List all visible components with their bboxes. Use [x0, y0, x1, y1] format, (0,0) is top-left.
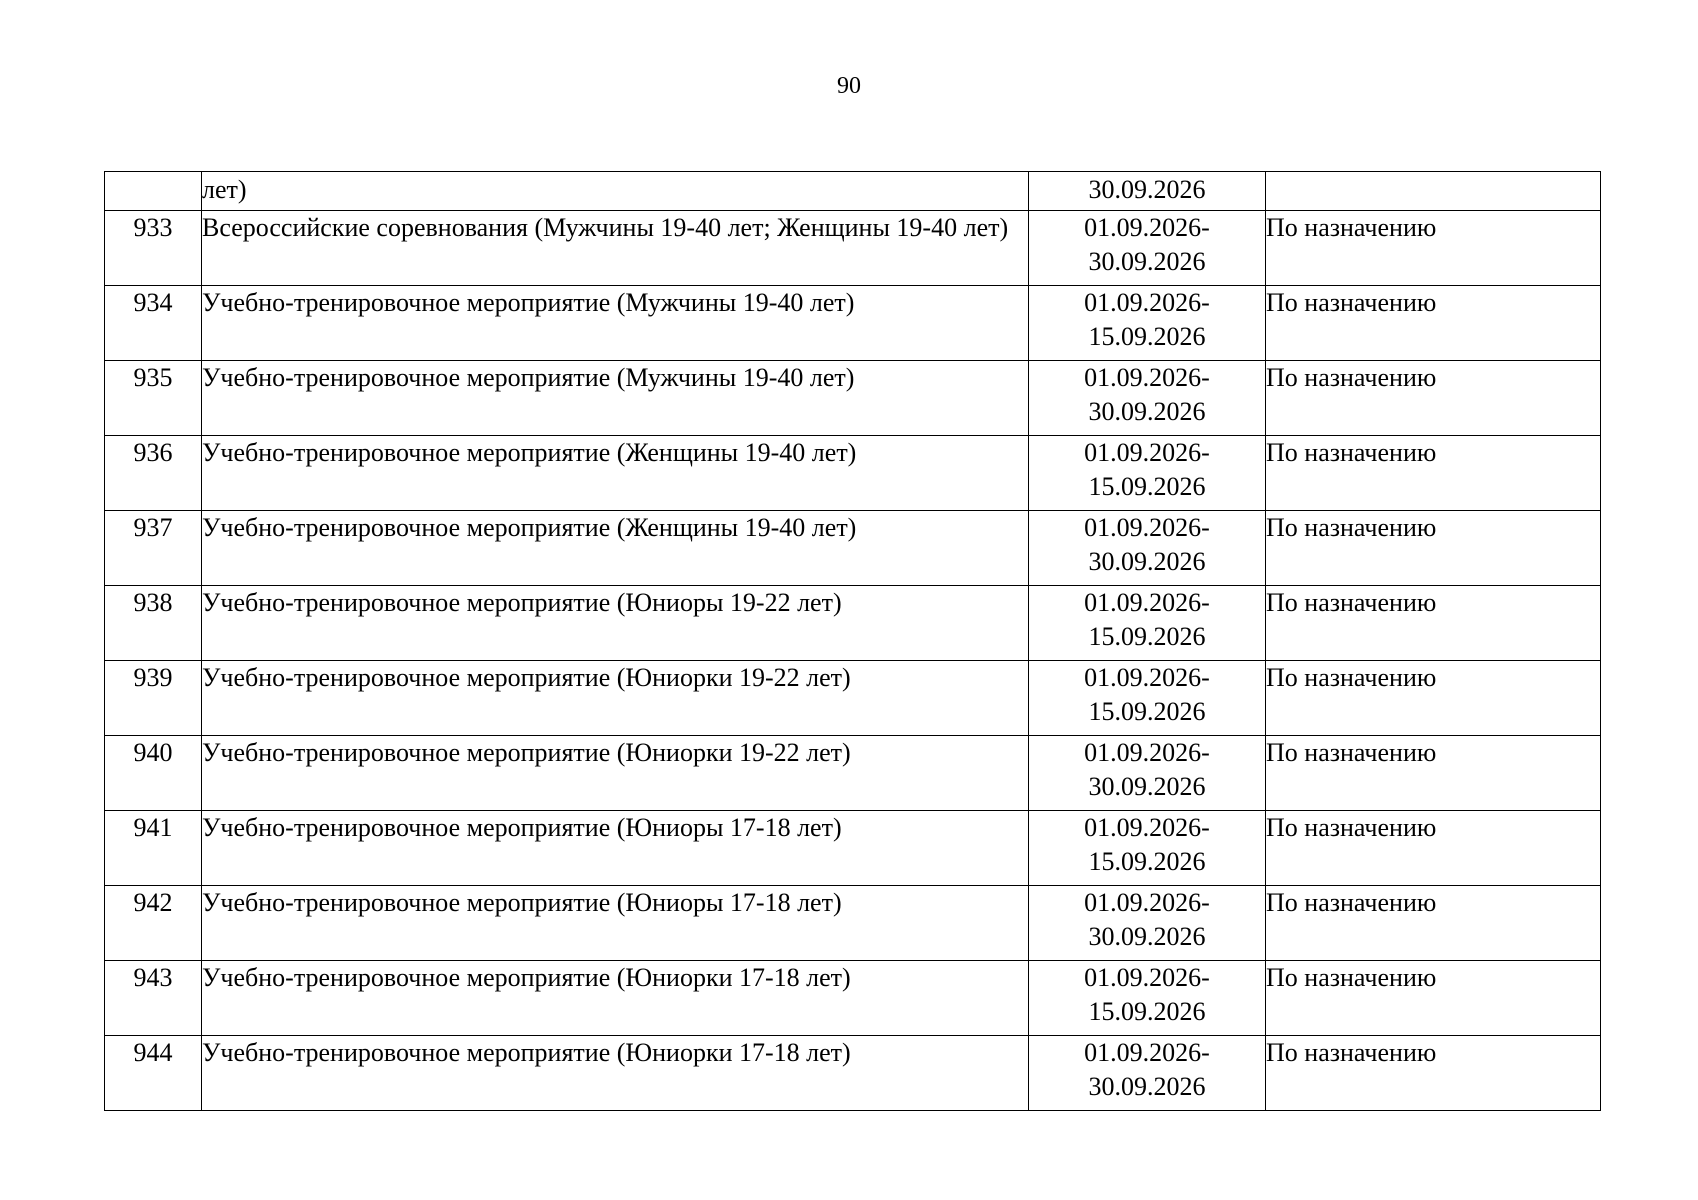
- row-number: 943: [105, 961, 202, 1036]
- table-row: [105, 586, 1601, 661]
- event-date-end: 15.09.2026: [1088, 847, 1206, 876]
- row-number: 940: [105, 736, 202, 811]
- event-date-end: 15.09.2026: [1088, 622, 1206, 651]
- event-date: [1029, 961, 1266, 1036]
- event-date-end: 30.09.2026: [1088, 397, 1206, 426]
- event-date-start: 01.09.2026-: [1084, 588, 1210, 617]
- event-date-end: 15.09.2026: [1088, 697, 1206, 726]
- table-row: [105, 361, 1601, 436]
- table-row: [105, 211, 1601, 286]
- table-row: [105, 1036, 1601, 1111]
- event-date: [1029, 586, 1266, 661]
- table-row: [105, 736, 1601, 811]
- event-date-start: 01.09.2026-: [1084, 663, 1210, 692]
- event-date-end: 30.09.2026: [1088, 1072, 1206, 1101]
- event-date-end: 30.09.2026: [1088, 247, 1206, 276]
- event-date: 30.09.2026: [1029, 172, 1266, 211]
- event-date-start: 01.09.2026-: [1084, 1038, 1210, 1067]
- event-date-end: 15.09.2026: [1088, 997, 1206, 1026]
- event-name: лет): [202, 172, 1029, 211]
- event-date-start: 01.09.2026-: [1084, 813, 1210, 842]
- event-place: По назначению: [1266, 436, 1601, 511]
- event-place: По назначению: [1266, 961, 1601, 1036]
- table-row: [105, 886, 1601, 961]
- table-row: [105, 811, 1601, 886]
- events-table-body: [105, 172, 1601, 1111]
- row-number: 939: [105, 661, 202, 736]
- event-date: [1029, 211, 1266, 286]
- event-name: Учебно-тренировочное мероприятие (Юниорки 19-22 лет): [202, 736, 1029, 811]
- table-row: [105, 661, 1601, 736]
- event-date: [1029, 511, 1266, 586]
- event-date-start: 01.09.2026-: [1084, 438, 1210, 467]
- table-row: [105, 511, 1601, 586]
- event-name: Учебно-тренировочное мероприятие (Юниорки 19-22 лет): [202, 661, 1029, 736]
- event-date-end: 30.09.2026: [1088, 772, 1206, 801]
- event-name: Всероссийские соревнования (Мужчины 19-40 лет; Женщины 19-40 лет): [202, 211, 1029, 286]
- event-place: По назначению: [1266, 211, 1601, 286]
- event-date: [1029, 736, 1266, 811]
- event-name: Учебно-тренировочное мероприятие (Юниорки 17-18 лет): [202, 961, 1029, 1036]
- event-place: По назначению: [1266, 661, 1601, 736]
- row-number: 941: [105, 811, 202, 886]
- event-date: [1029, 436, 1266, 511]
- table-row-continuation: [105, 172, 1601, 211]
- event-place: [1266, 172, 1601, 211]
- event-date-start: 01.09.2026-: [1084, 963, 1210, 992]
- event-date: [1029, 1036, 1266, 1111]
- event-name: Учебно-тренировочное мероприятие (Женщины 19-40 лет): [202, 511, 1029, 586]
- row-number: 933: [105, 211, 202, 286]
- event-name: Учебно-тренировочное мероприятие (Мужчины 19-40 лет): [202, 361, 1029, 436]
- row-number: [105, 172, 202, 211]
- events-table: [104, 171, 1601, 1111]
- row-number: 944: [105, 1036, 202, 1111]
- event-date: [1029, 811, 1266, 886]
- event-place: По назначению: [1266, 361, 1601, 436]
- event-name: Учебно-тренировочное мероприятие (Женщины 19-40 лет): [202, 436, 1029, 511]
- event-date: [1029, 886, 1266, 961]
- event-place: По назначению: [1266, 286, 1601, 361]
- page-number: 90: [837, 73, 861, 99]
- table-row: [105, 961, 1601, 1036]
- event-date-start: 01.09.2026-: [1084, 213, 1210, 242]
- table-row: [105, 436, 1601, 511]
- row-number: 938: [105, 586, 202, 661]
- event-place: По назначению: [1266, 811, 1601, 886]
- event-name: Учебно-тренировочное мероприятие (Юниоры 17-18 лет): [202, 811, 1029, 886]
- event-name: Учебно-тренировочное мероприятие (Юниоры 17-18 лет): [202, 886, 1029, 961]
- row-number: 942: [105, 886, 202, 961]
- row-number: 935: [105, 361, 202, 436]
- event-date: [1029, 361, 1266, 436]
- event-place: По назначению: [1266, 736, 1601, 811]
- event-place: По назначению: [1266, 511, 1601, 586]
- event-date-start: 01.09.2026-: [1084, 738, 1210, 767]
- event-date-start: 01.09.2026-: [1084, 513, 1210, 542]
- event-date-start: 01.09.2026-: [1084, 363, 1210, 392]
- event-date-start: 01.09.2026-: [1084, 888, 1210, 917]
- event-date-end: 30.09.2026: [1088, 547, 1206, 576]
- row-number: 934: [105, 286, 202, 361]
- event-name: Учебно-тренировочное мероприятие (Юниоры 19-22 лет): [202, 586, 1029, 661]
- event-date: [1029, 661, 1266, 736]
- event-date: [1029, 286, 1266, 361]
- event-date-end: 30.09.2026: [1088, 922, 1206, 951]
- event-date-start: 01.09.2026-: [1084, 288, 1210, 317]
- event-name: Учебно-тренировочное мероприятие (Юниорки 17-18 лет): [202, 1036, 1029, 1111]
- event-place: По назначению: [1266, 586, 1601, 661]
- event-place: По назначению: [1266, 886, 1601, 961]
- event-date-end: 15.09.2026: [1088, 472, 1206, 501]
- event-name: Учебно-тренировочное мероприятие (Мужчины 19-40 лет): [202, 286, 1029, 361]
- event-date-end: 15.09.2026: [1088, 322, 1206, 351]
- row-number: 937: [105, 511, 202, 586]
- event-place: По назначению: [1266, 1036, 1601, 1111]
- table-row: [105, 286, 1601, 361]
- row-number: 936: [105, 436, 202, 511]
